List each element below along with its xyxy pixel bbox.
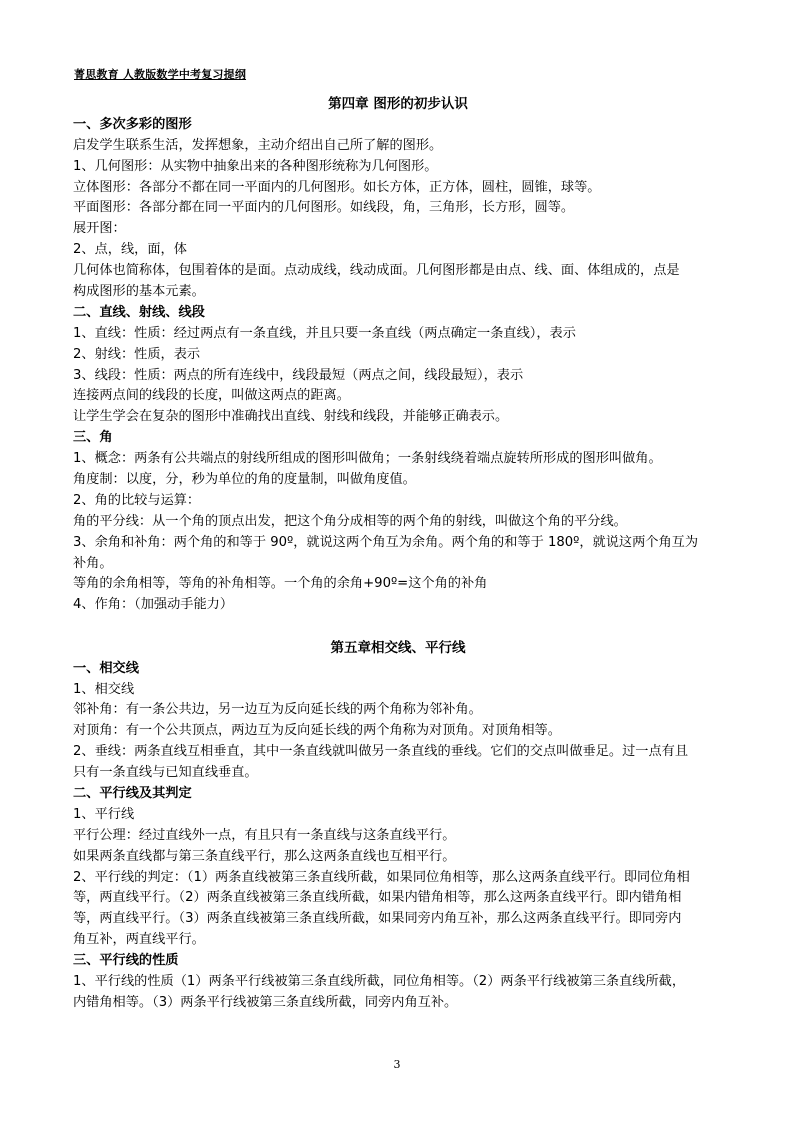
text-line: 1、平行线 (73, 806, 135, 822)
section-heading: 三、平行线的性质 (73, 953, 179, 969)
document-body (73, 94, 723, 1014)
text-line: 2、垂线：两条直线互相垂直，其中一条直线就叫做另一条直线的垂线。它们的交点叫做垂足。过一点有且 (73, 744, 689, 760)
text-line: 如果两条直线都与第三条直线平行，那么这两条直线也互相平行。 (73, 848, 456, 864)
text-line: 1、直线：性质：经过两点有一条直线，并且只要一条直线（两点确定一条直线），表示 (73, 325, 576, 341)
text-line: 角互补，两直线平行。 (73, 932, 205, 948)
text-line: 2、射线：性质，表示 (73, 346, 201, 362)
section-heading: 二、直线、射线、线段 (73, 304, 205, 320)
text-line: 构成图形的基本元素。 (73, 284, 205, 300)
text-line: 等角的余角相等，等角的补角相等。一个角的余角+90º=这个角的补角 (73, 576, 488, 592)
text-line: 2、平行线的判定：（1）两条直线被第三条直线所截，如果同位角相等，那么这两条直线平行。即同位角相 (73, 869, 690, 885)
section-heading: 一、相交线 (73, 660, 139, 676)
text-line: 邻补角：有一条公共边，另一边互为反向延长线的两个角称为邻补角。 (73, 702, 482, 718)
text-line: 1、概念：两条有公共端点的射线所组成的图形叫做角；一条射线绕着端点旋转所形成的图形叫做角。 (73, 451, 662, 467)
text-line: 3、余角和补角：两个角的和等于 90º，就说这两个角互为余角。两个角的和等于 180º，就说这两个角互为 (73, 534, 699, 550)
chapter-title: 第四章 图形的初步认识 (328, 96, 468, 112)
section-heading: 一、多次多彩的图形 (73, 116, 192, 132)
section-spacer (73, 616, 723, 638)
text-line: 1、几何图形：从实物中抽象出来的各种图形统称为几何图形。 (73, 158, 438, 174)
text-line: 平面图形：各部分都在同一平面内的几何图形。如线段，角，三角形，长方形，圆等。 (73, 200, 575, 216)
text-line: 连接两点间的线段的长度，叫做这两点的距离。 (73, 388, 350, 404)
text-line: 1、相交线 (73, 681, 135, 697)
text-line: 让学生学会在复杂的图形中准确找出直线、射线和线段，并能够正确表示。 (73, 409, 509, 425)
chapter-title: 第五章相交线、平行线 (330, 639, 466, 656)
text-line: 等，两直线平行。（2）两条直线被第三条直线所截，如果内错角相等，那么这两条直线平行。即内错角相 (73, 890, 682, 906)
page-number: 3 (393, 1058, 401, 1071)
section-heading: 三、角 (73, 430, 113, 446)
text-line: 启发学生联系生活，发挥想象，主动介绍出自己所了解的图形。 (73, 137, 443, 153)
text-line: 4、作角：（加强动手能力） (73, 597, 234, 613)
text-line: 角的平分线：从一个角的顶点出发，把这个角分成相等的两个角的射线，叫做这个角的平分线。 (73, 513, 627, 529)
page-header: 菁思教育 人教版数学中考复习提纲 (74, 68, 247, 81)
text-line: 几何体也简称体，包围着体的是面。点动成线，线动成面。几何图形都是由点、线、面、体组成的，点是 (73, 263, 680, 279)
text-line: 内错角相等。（3）两条平行线被第三条直线所截，同旁内角互补。 (73, 994, 458, 1010)
text-line: 平行公理：经过直线外一点，有且只有一条直线与这条直线平行。 (73, 827, 456, 843)
section-heading: 二、平行线及其判定 (73, 786, 192, 801)
text-line: 2、点，线，面，体 (73, 242, 187, 258)
text-line: 展开图： (73, 221, 126, 237)
text-line: 立体图形：各部分不都在同一平面内的几何图形。如长方体，正方体，圆柱，圆锥，球等。 (73, 179, 601, 195)
text-line: 1、平行线的性质（1）两条平行线被第三条直线所截，同位角相等。（2）两条平行线被第三条直线所截， (73, 974, 686, 990)
text-line: 对顶角：有一个公共顶点，两边互为反向延长线的两个角称为对顶角。对顶角相等。 (73, 723, 561, 739)
text-line: 只有一条直线与已知直线垂直。 (73, 765, 258, 781)
text-line: 2、角的比较与运算： (73, 492, 201, 508)
text-line: 角度制：以度，分，秒为单位的角的度量制，叫做角度值。 (73, 472, 416, 488)
text-line: 3、线段：性质：两点的所有连线中，线段最短（两点之间，线段最短），表示 (73, 367, 524, 383)
text-line: 等，两直线平行。（3）两条直线被第三条直线所截，如果同旁内角互补，那么这两条直线平行。即同旁内 (73, 911, 682, 927)
text-line: 补角。 (73, 555, 113, 571)
